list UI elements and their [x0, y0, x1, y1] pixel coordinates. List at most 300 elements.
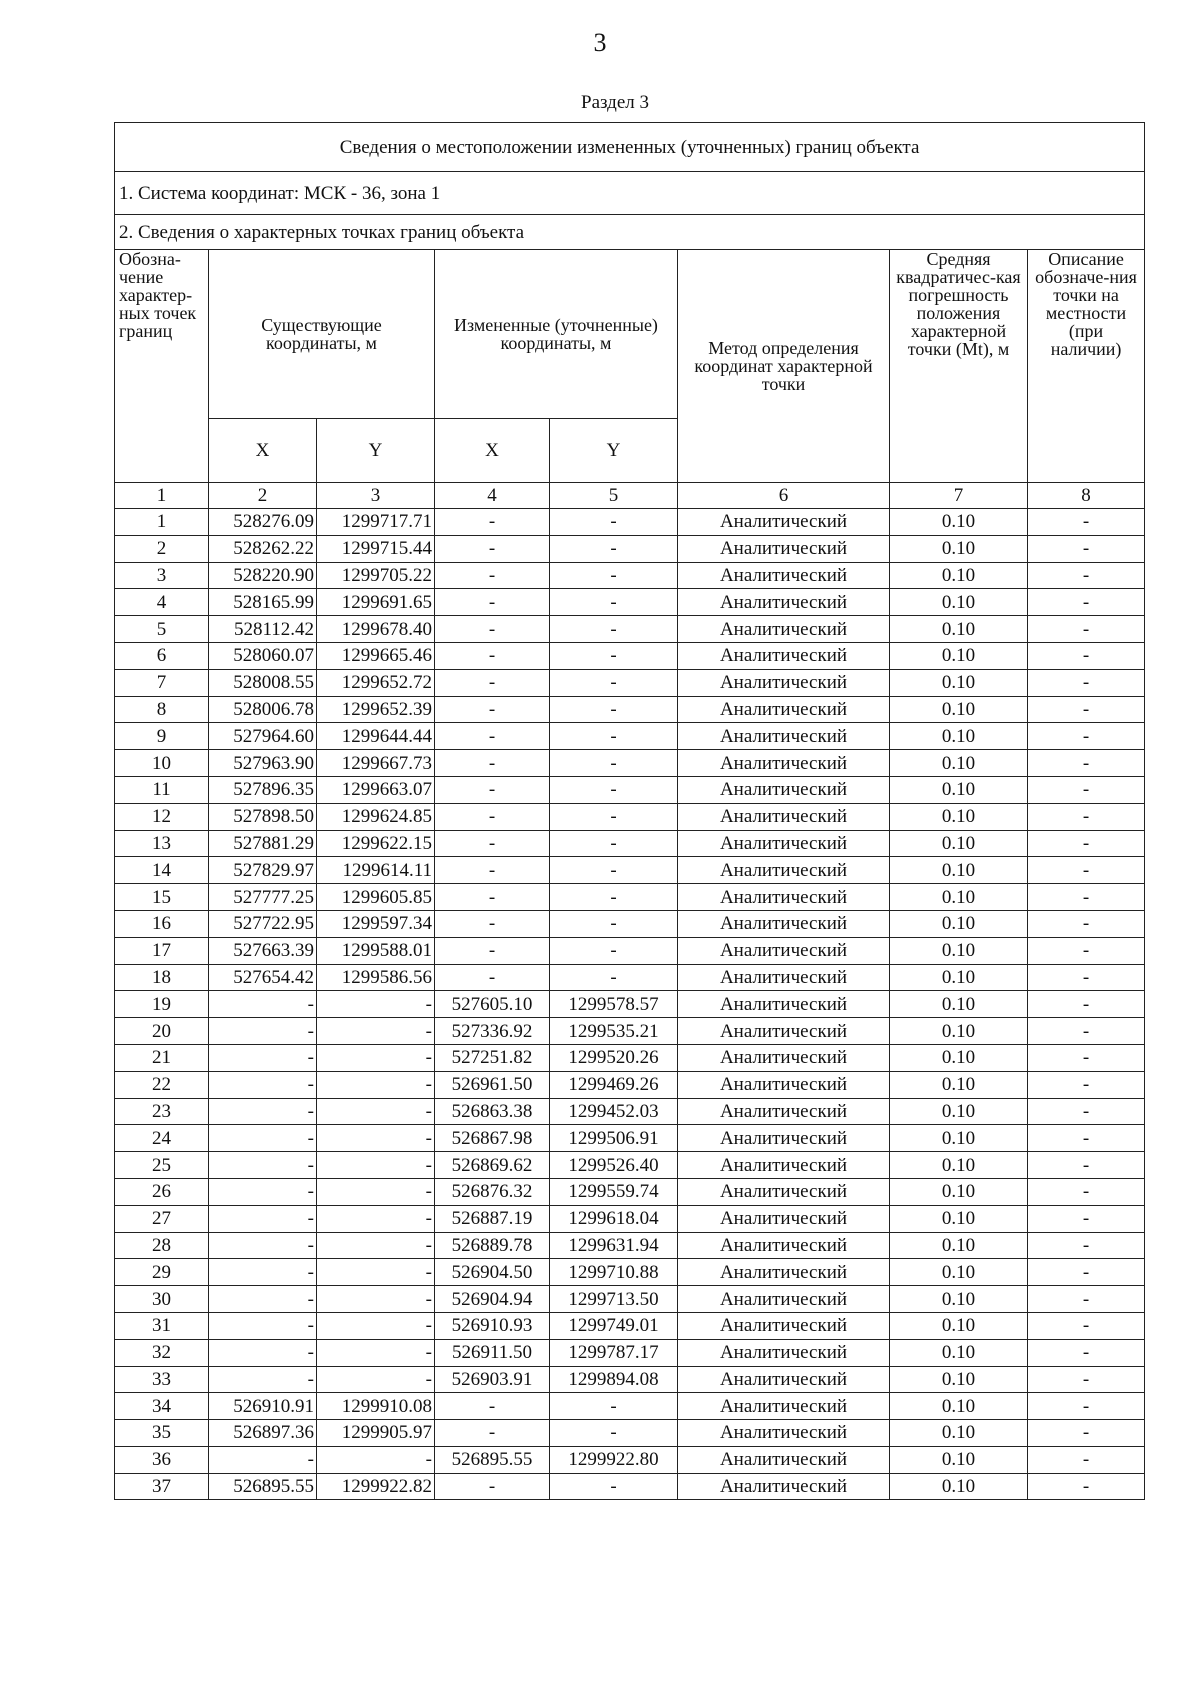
- changed-y-cell: 1299894.08: [550, 1366, 678, 1393]
- changed-y-cell: 1299520.26: [550, 1044, 678, 1071]
- point-number-cell: 26: [115, 1178, 209, 1205]
- point-number-cell: 29: [115, 1259, 209, 1286]
- method-cell: Аналитический: [678, 562, 890, 589]
- existing-x-cell: 527829.97: [209, 857, 317, 884]
- table-row: [115, 1205, 1145, 1232]
- method-cell: Аналитический: [678, 1098, 890, 1125]
- point-number-cell: 8: [115, 696, 209, 723]
- mean-error-cell: 0.10: [890, 937, 1028, 964]
- point-number-cell: 22: [115, 1071, 209, 1098]
- existing-x-cell: 528008.55: [209, 669, 317, 696]
- description-cell: -: [1028, 589, 1145, 616]
- method-cell: Аналитический: [678, 937, 890, 964]
- table-row: [115, 803, 1145, 830]
- point-number-cell: 5: [115, 616, 209, 643]
- point-number-cell: 37: [115, 1473, 209, 1500]
- mean-error-cell: 0.10: [890, 884, 1028, 911]
- changed-x-cell: -: [435, 937, 550, 964]
- changed-y-cell: 1299631.94: [550, 1232, 678, 1259]
- description-cell: -: [1028, 696, 1145, 723]
- table-row: [115, 1259, 1145, 1286]
- table-row: [115, 723, 1145, 750]
- point-number-cell: 24: [115, 1125, 209, 1152]
- existing-x-cell: 526897.36: [209, 1420, 317, 1447]
- existing-x-cell: -: [209, 1259, 317, 1286]
- existing-x-cell: 526895.55: [209, 1473, 317, 1500]
- changed-x-cell: -: [435, 830, 550, 857]
- existing-y-cell: -: [317, 1286, 435, 1313]
- existing-x-cell: 528165.99: [209, 589, 317, 616]
- point-number-cell: 25: [115, 1152, 209, 1179]
- mean-error-cell: 0.10: [890, 803, 1028, 830]
- changed-y-cell: -: [550, 776, 678, 803]
- method-cell: Аналитический: [678, 1044, 890, 1071]
- description-cell: -: [1028, 1339, 1145, 1366]
- existing-y-cell: -: [317, 1446, 435, 1473]
- changed-y-cell: 1299618.04: [550, 1205, 678, 1232]
- table-row: [115, 1125, 1145, 1152]
- table-row: [115, 1446, 1145, 1473]
- method-cell: Аналитический: [678, 1366, 890, 1393]
- mean-error-cell: 0.10: [890, 616, 1028, 643]
- changed-y-cell: -: [550, 642, 678, 669]
- existing-y-cell: -: [317, 1178, 435, 1205]
- changed-y-cell: -: [550, 723, 678, 750]
- point-number-cell: 20: [115, 1018, 209, 1045]
- changed-x-cell: 527336.92: [435, 1018, 550, 1045]
- existing-y-cell: 1299678.40: [317, 616, 435, 643]
- changed-x-cell: -: [435, 750, 550, 777]
- method-cell: Аналитический: [678, 669, 890, 696]
- mean-error-cell: 0.10: [890, 964, 1028, 991]
- point-number-cell: 23: [115, 1098, 209, 1125]
- method-cell: Аналитический: [678, 857, 890, 884]
- point-number-cell: 11: [115, 776, 209, 803]
- header-method: Метод определения координат характерной точки: [678, 250, 890, 483]
- mean-error-cell: 0.10: [890, 1178, 1028, 1205]
- existing-x-cell: -: [209, 1018, 317, 1045]
- description-cell: -: [1028, 910, 1145, 937]
- mean-error-cell: 0.10: [890, 1232, 1028, 1259]
- method-cell: Аналитический: [678, 696, 890, 723]
- method-cell: Аналитический: [678, 1420, 890, 1447]
- changed-y-cell: 1299506.91: [550, 1125, 678, 1152]
- existing-x-cell: -: [209, 1366, 317, 1393]
- description-cell: -: [1028, 1205, 1145, 1232]
- mean-error-cell: 0.10: [890, 562, 1028, 589]
- existing-y-cell: -: [317, 1018, 435, 1045]
- existing-y-cell: -: [317, 1339, 435, 1366]
- changed-y-cell: -: [550, 884, 678, 911]
- description-cell: -: [1028, 1018, 1145, 1045]
- mean-error-cell: 0.10: [890, 776, 1028, 803]
- existing-y-cell: 1299652.72: [317, 669, 435, 696]
- changed-y-cell: -: [550, 937, 678, 964]
- changed-y-cell: 1299922.80: [550, 1446, 678, 1473]
- changed-x-cell: -: [435, 1393, 550, 1420]
- description-cell: -: [1028, 884, 1145, 911]
- changed-x-cell: 526961.50: [435, 1071, 550, 1098]
- table-row: [115, 750, 1145, 777]
- changed-x-cell: -: [435, 910, 550, 937]
- column-number: 3: [317, 483, 435, 509]
- existing-x-cell: -: [209, 1232, 317, 1259]
- method-cell: Аналитический: [678, 991, 890, 1018]
- point-number-cell: 21: [115, 1044, 209, 1071]
- table-row: [115, 1018, 1145, 1045]
- changed-y-cell: -: [550, 696, 678, 723]
- existing-x-cell: 527963.90: [209, 750, 317, 777]
- existing-y-cell: 1299663.07: [317, 776, 435, 803]
- table-row: [115, 642, 1145, 669]
- point-number-cell: 14: [115, 857, 209, 884]
- description-cell: -: [1028, 1152, 1145, 1179]
- changed-x-cell: -: [435, 642, 550, 669]
- header-existing-x: X: [209, 419, 317, 483]
- changed-x-cell: 527605.10: [435, 991, 550, 1018]
- existing-y-cell: 1299910.08: [317, 1393, 435, 1420]
- changed-y-cell: -: [550, 803, 678, 830]
- point-number-cell: 33: [115, 1366, 209, 1393]
- changed-x-cell: 526903.91: [435, 1366, 550, 1393]
- mean-error-cell: 0.10: [890, 1205, 1028, 1232]
- changed-y-cell: -: [550, 562, 678, 589]
- description-cell: -: [1028, 964, 1145, 991]
- existing-x-cell: 527896.35: [209, 776, 317, 803]
- description-cell: -: [1028, 1098, 1145, 1125]
- existing-y-cell: 1299665.46: [317, 642, 435, 669]
- changed-y-cell: -: [550, 750, 678, 777]
- changed-y-cell: -: [550, 1473, 678, 1500]
- existing-y-cell: -: [317, 1366, 435, 1393]
- mean-error-cell: 0.10: [890, 857, 1028, 884]
- changed-y-cell: -: [550, 964, 678, 991]
- header-changed-y: Y: [550, 419, 678, 483]
- method-cell: Аналитический: [678, 1339, 890, 1366]
- changed-y-cell: 1299749.01: [550, 1312, 678, 1339]
- points-heading: 2. Сведения о характерных точках границ объекта: [115, 215, 1145, 250]
- existing-x-cell: 527722.95: [209, 910, 317, 937]
- mean-error-cell: 0.10: [890, 750, 1028, 777]
- table-row: [115, 1366, 1145, 1393]
- mean-error-cell: 0.10: [890, 1098, 1028, 1125]
- column-number: 8: [1028, 483, 1145, 509]
- changed-y-cell: -: [550, 1393, 678, 1420]
- changed-x-cell: -: [435, 509, 550, 536]
- table-row: [115, 509, 1145, 536]
- existing-y-cell: 1299652.39: [317, 696, 435, 723]
- method-cell: Аналитический: [678, 1446, 890, 1473]
- header-changed-x: X: [435, 419, 550, 483]
- point-number-cell: 28: [115, 1232, 209, 1259]
- description-cell: -: [1028, 1393, 1145, 1420]
- description-cell: -: [1028, 991, 1145, 1018]
- table-row: [115, 830, 1145, 857]
- table-row: [115, 937, 1145, 964]
- changed-y-cell: -: [550, 589, 678, 616]
- description-cell: -: [1028, 1312, 1145, 1339]
- point-number-cell: 1: [115, 509, 209, 536]
- description-cell: -: [1028, 1178, 1145, 1205]
- page-number: 3: [593, 28, 607, 57]
- changed-y-cell: 1299787.17: [550, 1339, 678, 1366]
- changed-y-cell: 1299578.57: [550, 991, 678, 1018]
- mean-error-cell: 0.10: [890, 509, 1028, 536]
- method-cell: Аналитический: [678, 1071, 890, 1098]
- changed-x-cell: 526887.19: [435, 1205, 550, 1232]
- point-number-cell: 13: [115, 830, 209, 857]
- method-cell: Аналитический: [678, 964, 890, 991]
- method-cell: Аналитический: [678, 1178, 890, 1205]
- header-existing-y: Y: [317, 419, 435, 483]
- table-row: [115, 1473, 1145, 1500]
- description-cell: -: [1028, 937, 1145, 964]
- method-cell: Аналитический: [678, 616, 890, 643]
- description-cell: -: [1028, 750, 1145, 777]
- existing-x-cell: 527964.60: [209, 723, 317, 750]
- description-cell: -: [1028, 1473, 1145, 1500]
- method-cell: Аналитический: [678, 910, 890, 937]
- description-cell: -: [1028, 1366, 1145, 1393]
- description-cell: -: [1028, 776, 1145, 803]
- description-cell: -: [1028, 669, 1145, 696]
- point-number-cell: 32: [115, 1339, 209, 1366]
- changed-y-cell: -: [550, 910, 678, 937]
- table-row: [115, 1286, 1145, 1313]
- existing-x-cell: -: [209, 1286, 317, 1313]
- mean-error-cell: 0.10: [890, 696, 1028, 723]
- table-row: [115, 991, 1145, 1018]
- table-row: [115, 857, 1145, 884]
- changed-x-cell: 526904.94: [435, 1286, 550, 1313]
- changed-x-cell: -: [435, 1473, 550, 1500]
- point-number-cell: 2: [115, 535, 209, 562]
- method-cell: Аналитический: [678, 776, 890, 803]
- method-cell: Аналитический: [678, 1259, 890, 1286]
- point-number-cell: 12: [115, 803, 209, 830]
- table-row: [115, 535, 1145, 562]
- table-row: [115, 1232, 1145, 1259]
- existing-y-cell: 1299667.73: [317, 750, 435, 777]
- table-row: [115, 964, 1145, 991]
- changed-y-cell: -: [550, 830, 678, 857]
- table-row: [115, 910, 1145, 937]
- existing-y-cell: 1299586.56: [317, 964, 435, 991]
- changed-x-cell: -: [435, 669, 550, 696]
- table-row: [115, 1312, 1145, 1339]
- table-row: [115, 1393, 1145, 1420]
- changed-x-cell: -: [435, 723, 550, 750]
- existing-y-cell: -: [317, 991, 435, 1018]
- description-cell: -: [1028, 803, 1145, 830]
- changed-y-cell: 1299535.21: [550, 1018, 678, 1045]
- method-cell: Аналитический: [678, 803, 890, 830]
- changed-x-cell: 526867.98: [435, 1125, 550, 1152]
- existing-y-cell: -: [317, 1125, 435, 1152]
- method-cell: Аналитический: [678, 1232, 890, 1259]
- changed-y-cell: -: [550, 1420, 678, 1447]
- column-number: 5: [550, 483, 678, 509]
- point-number-cell: 15: [115, 884, 209, 911]
- changed-y-cell: -: [550, 509, 678, 536]
- description-cell: -: [1028, 1286, 1145, 1313]
- method-cell: Аналитический: [678, 830, 890, 857]
- method-cell: Аналитический: [678, 884, 890, 911]
- existing-x-cell: 527663.39: [209, 937, 317, 964]
- section-label: Раздел 3: [581, 92, 649, 113]
- point-number-cell: 34: [115, 1393, 209, 1420]
- changed-y-cell: -: [550, 535, 678, 562]
- method-cell: Аналитический: [678, 723, 890, 750]
- existing-y-cell: 1299644.44: [317, 723, 435, 750]
- header-changed-coords: Измененные (уточненные) координаты, м: [435, 250, 678, 419]
- existing-x-cell: 528060.07: [209, 642, 317, 669]
- changed-x-cell: 526911.50: [435, 1339, 550, 1366]
- column-number: 4: [435, 483, 550, 509]
- method-cell: Аналитический: [678, 750, 890, 777]
- existing-x-cell: 528262.22: [209, 535, 317, 562]
- existing-x-cell: -: [209, 1339, 317, 1366]
- changed-x-cell: -: [435, 776, 550, 803]
- changed-x-cell: -: [435, 616, 550, 643]
- column-number-row: [115, 483, 1145, 509]
- description-cell: -: [1028, 1071, 1145, 1098]
- table-row: [115, 1339, 1145, 1366]
- method-cell: Аналитический: [678, 1205, 890, 1232]
- method-cell: Аналитический: [678, 1312, 890, 1339]
- mean-error-cell: 0.10: [890, 830, 1028, 857]
- existing-y-cell: 1299717.71: [317, 509, 435, 536]
- changed-x-cell: 526869.62: [435, 1152, 550, 1179]
- changed-y-cell: -: [550, 857, 678, 884]
- description-cell: -: [1028, 509, 1145, 536]
- description-cell: -: [1028, 1259, 1145, 1286]
- table-row: [115, 1420, 1145, 1447]
- description-cell: -: [1028, 1420, 1145, 1447]
- existing-x-cell: 528112.42: [209, 616, 317, 643]
- changed-x-cell: -: [435, 964, 550, 991]
- existing-y-cell: 1299905.97: [317, 1420, 435, 1447]
- method-cell: Аналитический: [678, 1473, 890, 1500]
- point-number-cell: 10: [115, 750, 209, 777]
- existing-x-cell: 528220.90: [209, 562, 317, 589]
- existing-x-cell: -: [209, 1071, 317, 1098]
- existing-y-cell: -: [317, 1044, 435, 1071]
- existing-y-cell: 1299715.44: [317, 535, 435, 562]
- point-number-cell: 36: [115, 1446, 209, 1473]
- existing-y-cell: -: [317, 1071, 435, 1098]
- description-cell: -: [1028, 642, 1145, 669]
- existing-x-cell: -: [209, 1205, 317, 1232]
- changed-x-cell: -: [435, 589, 550, 616]
- existing-x-cell: -: [209, 1044, 317, 1071]
- mean-error-cell: 0.10: [890, 535, 1028, 562]
- mean-error-cell: 0.10: [890, 1339, 1028, 1366]
- mean-error-cell: 0.10: [890, 1286, 1028, 1313]
- description-cell: -: [1028, 857, 1145, 884]
- existing-y-cell: -: [317, 1232, 435, 1259]
- method-cell: Аналитический: [678, 1393, 890, 1420]
- mean-error-cell: 0.10: [890, 910, 1028, 937]
- method-cell: Аналитический: [678, 589, 890, 616]
- method-cell: Аналитический: [678, 1018, 890, 1045]
- changed-x-cell: 527251.82: [435, 1044, 550, 1071]
- header-existing-coords: Существующие координаты, м: [209, 250, 435, 419]
- existing-x-cell: 528276.09: [209, 509, 317, 536]
- point-number-cell: 4: [115, 589, 209, 616]
- mean-error-cell: 0.10: [890, 991, 1028, 1018]
- point-number-cell: 30: [115, 1286, 209, 1313]
- mean-error-cell: 0.10: [890, 1366, 1028, 1393]
- table-row: [115, 1044, 1145, 1071]
- existing-y-cell: 1299588.01: [317, 937, 435, 964]
- table-row: [115, 616, 1145, 643]
- existing-y-cell: 1299605.85: [317, 884, 435, 911]
- column-number: 2: [209, 483, 317, 509]
- existing-y-cell: -: [317, 1205, 435, 1232]
- column-number: 1: [115, 483, 209, 509]
- table-row: [115, 1071, 1145, 1098]
- mean-error-cell: 0.10: [890, 1393, 1028, 1420]
- changed-x-cell: -: [435, 857, 550, 884]
- method-cell: Аналитический: [678, 1152, 890, 1179]
- existing-x-cell: -: [209, 1178, 317, 1205]
- point-number-cell: 18: [115, 964, 209, 991]
- mean-error-cell: 0.10: [890, 1259, 1028, 1286]
- existing-x-cell: 527881.29: [209, 830, 317, 857]
- changed-y-cell: 1299469.26: [550, 1071, 678, 1098]
- point-number-cell: 27: [115, 1205, 209, 1232]
- existing-x-cell: -: [209, 1446, 317, 1473]
- column-number: 6: [678, 483, 890, 509]
- mean-error-cell: 0.10: [890, 1420, 1028, 1447]
- table-row: [115, 589, 1145, 616]
- table-row: [115, 696, 1145, 723]
- changed-x-cell: 526910.93: [435, 1312, 550, 1339]
- changed-x-cell: 526904.50: [435, 1259, 550, 1286]
- existing-x-cell: 526910.91: [209, 1393, 317, 1420]
- mean-error-cell: 0.10: [890, 1152, 1028, 1179]
- mean-error-cell: 0.10: [890, 1473, 1028, 1500]
- existing-y-cell: 1299624.85: [317, 803, 435, 830]
- mean-error-cell: 0.10: [890, 669, 1028, 696]
- changed-x-cell: -: [435, 1420, 550, 1447]
- mean-error-cell: 0.10: [890, 1071, 1028, 1098]
- changed-x-cell: 526895.55: [435, 1446, 550, 1473]
- changed-y-cell: 1299526.40: [550, 1152, 678, 1179]
- mean-error-cell: 0.10: [890, 589, 1028, 616]
- table-row: [115, 884, 1145, 911]
- description-cell: -: [1028, 1446, 1145, 1473]
- method-cell: Аналитический: [678, 509, 890, 536]
- changed-x-cell: 526863.38: [435, 1098, 550, 1125]
- description-cell: -: [1028, 1125, 1145, 1152]
- table-row: [115, 776, 1145, 803]
- description-cell: -: [1028, 830, 1145, 857]
- existing-x-cell: 527777.25: [209, 884, 317, 911]
- header-point-designation: Обозна-чение характер-ных точек границ: [115, 250, 209, 483]
- changed-x-cell: 526876.32: [435, 1178, 550, 1205]
- existing-x-cell: -: [209, 1098, 317, 1125]
- changed-x-cell: -: [435, 562, 550, 589]
- mean-error-cell: 0.10: [890, 1044, 1028, 1071]
- existing-x-cell: 527898.50: [209, 803, 317, 830]
- point-number-cell: 7: [115, 669, 209, 696]
- existing-y-cell: 1299922.82: [317, 1473, 435, 1500]
- existing-y-cell: 1299622.15: [317, 830, 435, 857]
- description-cell: -: [1028, 562, 1145, 589]
- existing-y-cell: -: [317, 1098, 435, 1125]
